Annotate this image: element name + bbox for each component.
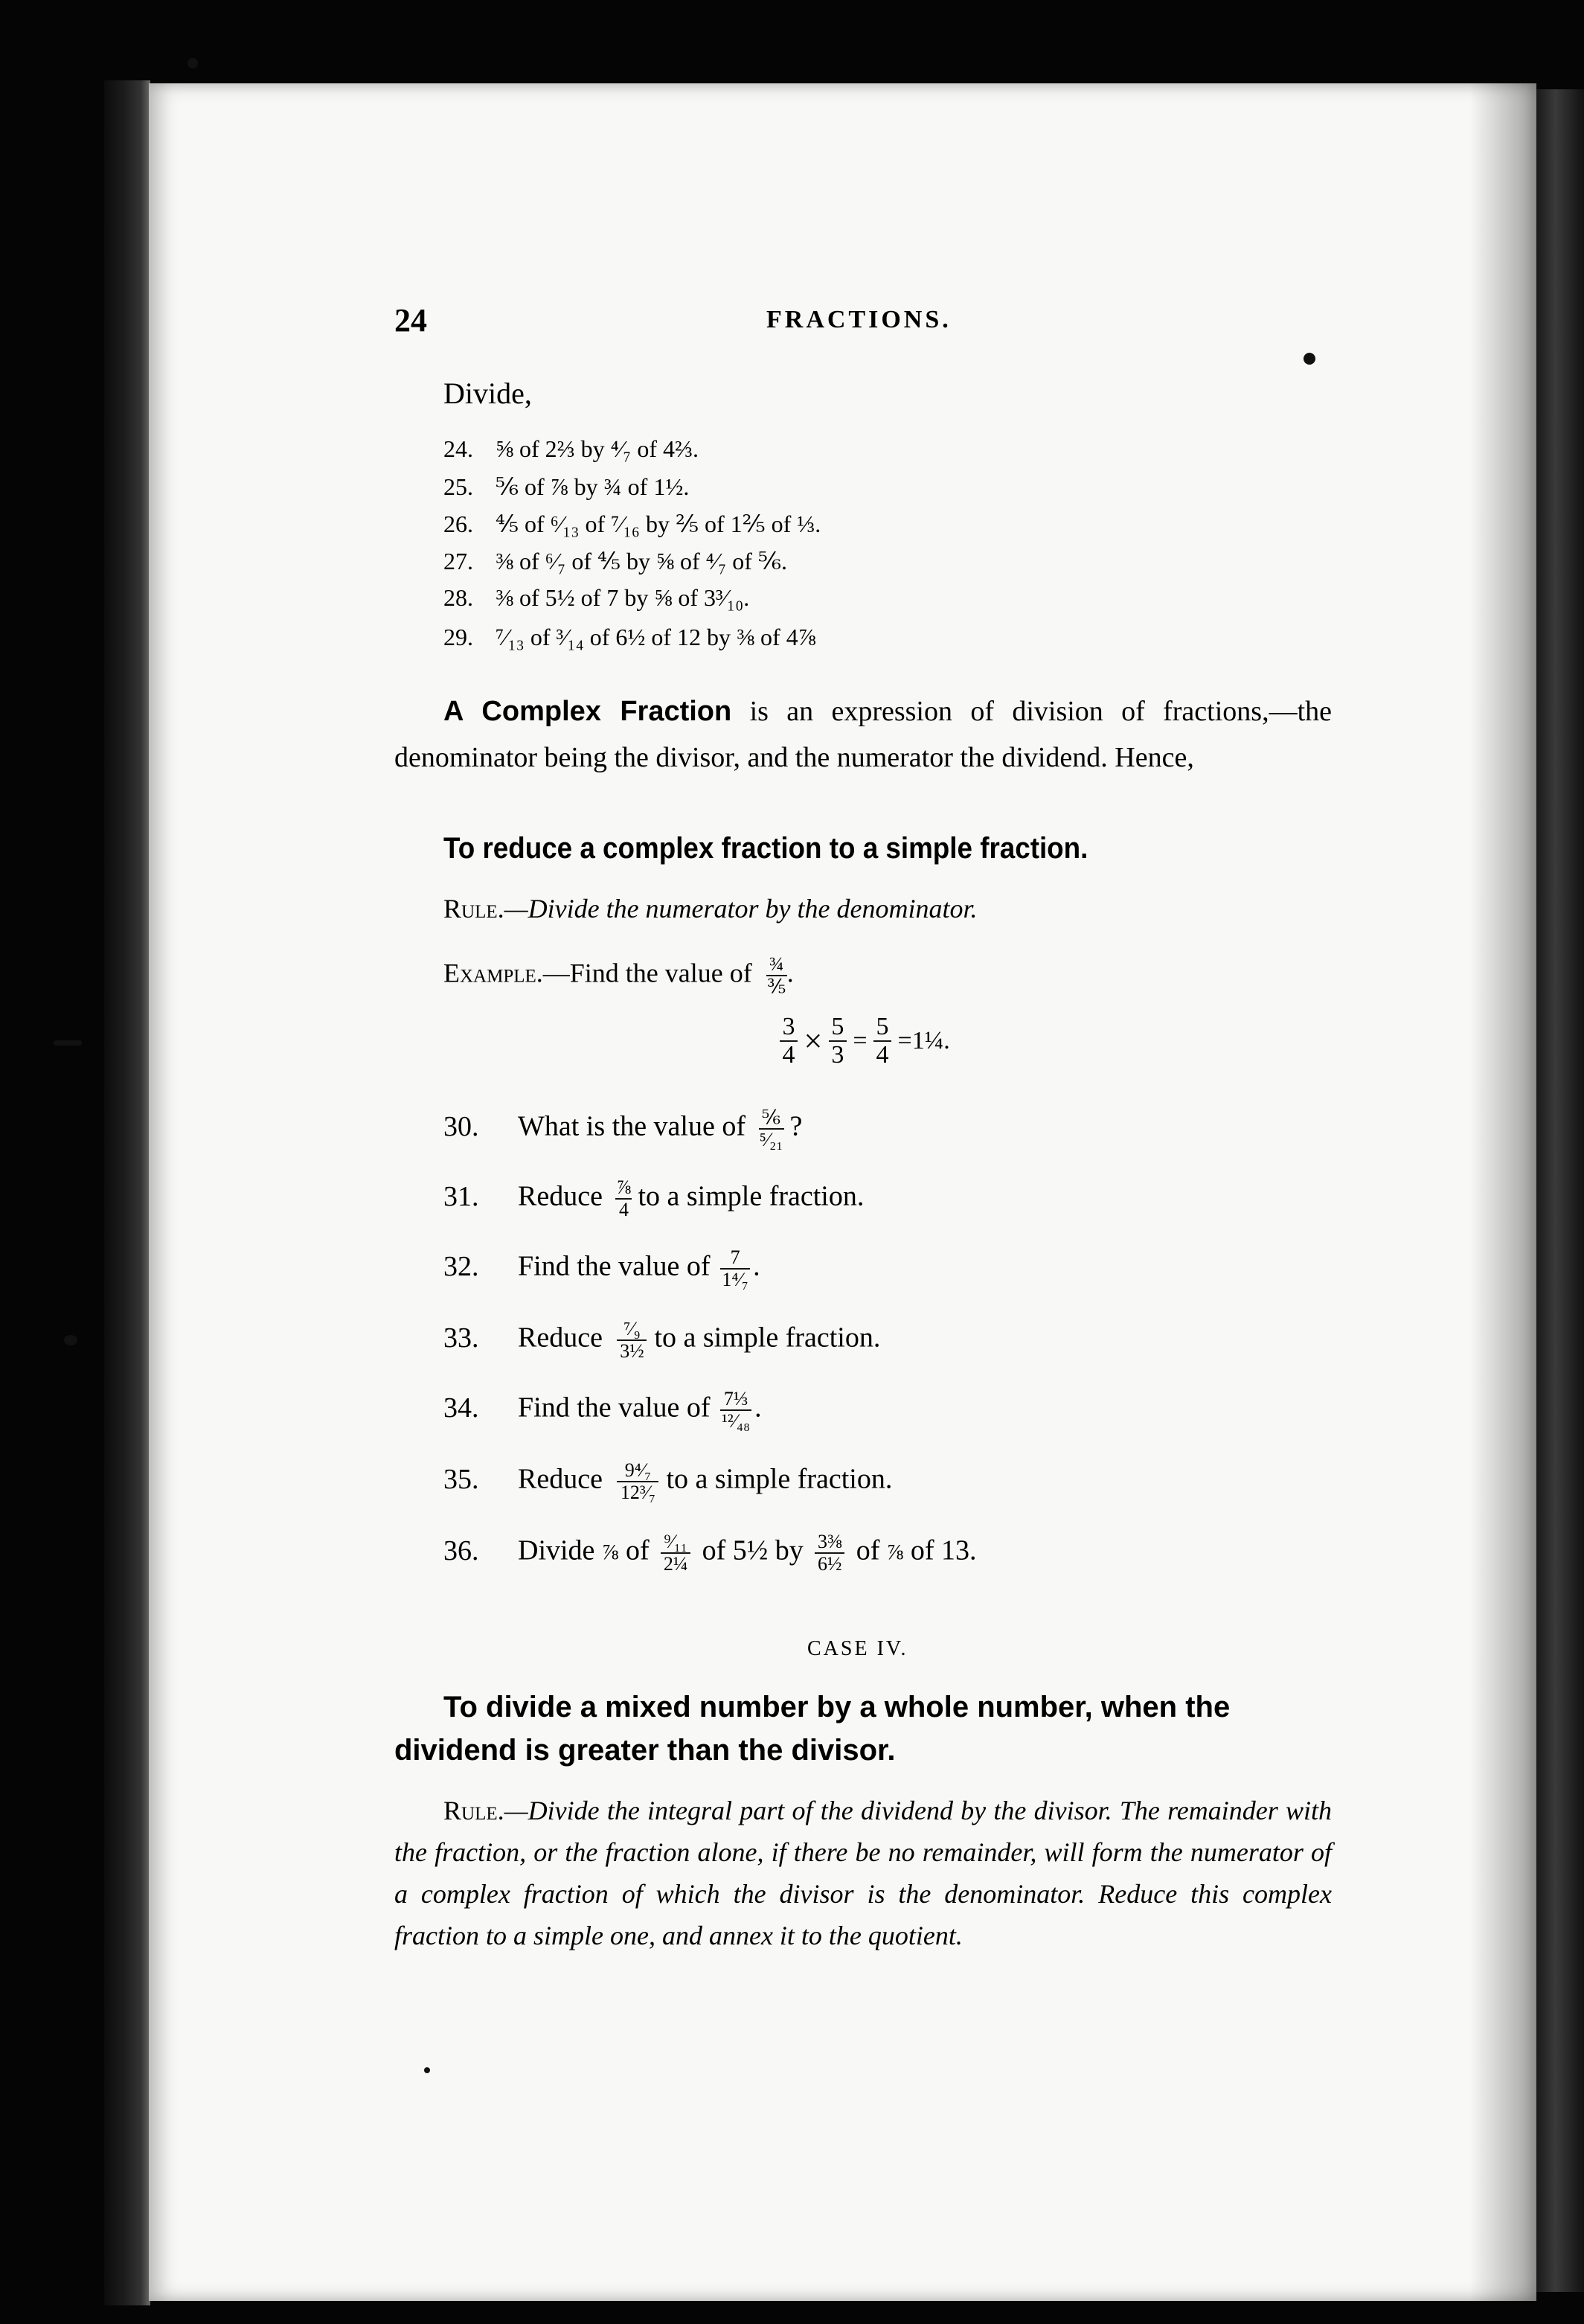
- page-gutter-shadow: [1469, 83, 1536, 2301]
- question-34: 34. Find the value of 7⅓ ¹²⁄₄₈ .: [443, 1388, 762, 1432]
- divide-label: Divide,: [443, 377, 532, 410]
- exercise-27: 27. ⅜ of ⁶⁄₇ of ⅘ by ⅝ of ⁴⁄₇ of ⅚.: [443, 548, 787, 574]
- example-fraction-denominator: ⅗: [767, 976, 786, 997]
- example-text: —Find the value of: [542, 958, 752, 988]
- exercise-25: 25. ⅚ of ⅞ by ¾ of 1½.: [443, 473, 690, 500]
- book-edge-left: [104, 80, 150, 2305]
- question-30: 30. What is the value of ⅚ ⁵⁄₂₁ ?: [443, 1107, 803, 1150]
- scan-speck: [187, 58, 198, 68]
- question-35: 35. Reduce $\frac{\text{9⁴⁄₇}}{\text{12³⁄₇}}$ to a simple fraction.: [443, 1459, 893, 1503]
- scan-speck: [1304, 353, 1315, 365]
- heading-reduce-complex: To reduce a complex fraction to a simple fraction.: [443, 832, 1088, 865]
- exercise-28: 28. ⅜ of 5½ of 7 by ⅝ of 3³⁄₁₀.: [443, 584, 750, 611]
- heading-case-iv: To divide a mixed number by a whole number, when the dividend is greater than the divisor.: [394, 1691, 1231, 1767]
- case-title: CASE IV.: [807, 1637, 908, 1660]
- example-work: $\frac{3}{4}$ × $\frac{5}{3}$ = $\frac{5}{4}$ =1¼.: [780, 1014, 950, 1069]
- page-number: 24: [394, 302, 427, 339]
- example-label: Example.: [443, 958, 543, 988]
- rule-case-iv: Rule.—Divide the integral part of the dividend by the divisor. The remainder with the fraction, or the fraction alone, if there be no remainder, will form the numerator of a complex fraction of which the divisor is the denominator. Reduce this complex fraction to a simple one, and annex it to the quotient.: [394, 1796, 1332, 1950]
- example: Example.—Find the value of ¾ ⅗ .: [443, 953, 794, 997]
- question-31: 31. Reduce ⅞ 4 to a simple fraction.: [443, 1177, 865, 1220]
- running-head: [394, 301, 1328, 346]
- scan-speck: [424, 2067, 430, 2073]
- example-fraction: [766, 954, 787, 997]
- scan-speck: [54, 1040, 82, 1046]
- book-edge-right: [1536, 89, 1584, 2292]
- exercise-26: 26. ⅘ of ⁶⁄₁₃ of ⁷⁄₁₆ by ⅖ of 1⅖ of ⅓.: [443, 510, 821, 537]
- question-36: 36. Divide ⅞ of ⁹⁄₁₁ 2¼ of 5½ by $\frac{\text{3⅜}}{\text{6½}}$ of ⅞ of 13.: [443, 1531, 977, 1575]
- rule-divide-numerator: Rule.—Divide the numerator by the denominator.: [443, 894, 978, 923]
- running-title: FRACTIONS.: [766, 306, 952, 333]
- question-33: 33. Reduce ⁷⁄₉ 3½ to a simple fraction.: [443, 1318, 881, 1362]
- complex-fraction-definition: A Complex Fraction is an expression of division of fractions,—the denominator being the divisor, and the numerator the dividend. Hence,: [394, 696, 1332, 773]
- exercise-29: 29. ⁷⁄₁₃ of ³⁄₁₄ of 6½ of 12 by ⅜ of 4⅞: [443, 624, 816, 650]
- scan-speck: [64, 1335, 77, 1345]
- exercise-24: 24. ⅝ of 2⅔ by ⁴⁄₇ of 4⅔.: [443, 435, 699, 462]
- question-32: 32. Find the value of $\frac{7}{\text{1⁴⁄₇}}$ .: [443, 1246, 760, 1290]
- example-fraction-numerator: ¾: [769, 953, 784, 975]
